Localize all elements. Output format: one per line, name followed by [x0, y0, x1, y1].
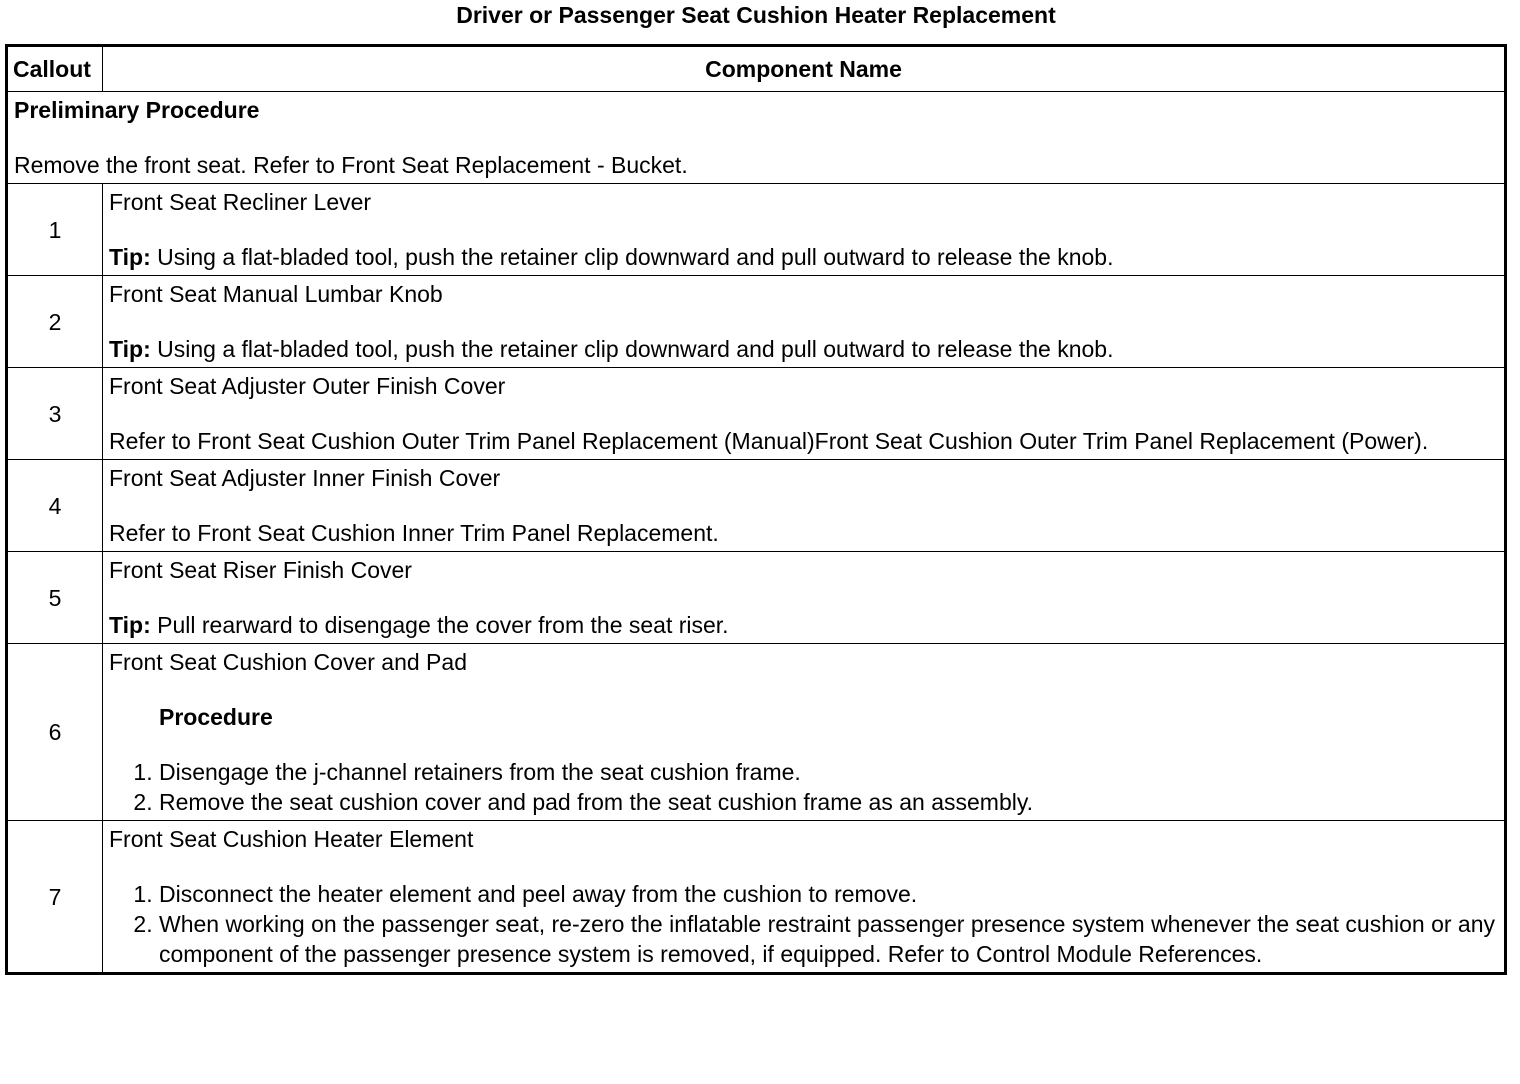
component-name: Front Seat Cushion Heater Element: [109, 826, 474, 852]
preliminary-heading: Preliminary Procedure: [14, 97, 260, 123]
reference-text: Refer to Front Seat Cushion Outer Trim Panel Replacement (Manual)Front Seat Cushion Outer Trim Panel Replacement (Power).: [109, 428, 1429, 454]
tip-text: Tip: Pull rearward to disengage the cover from the seat riser.: [109, 612, 729, 638]
callout-number: 5: [7, 552, 103, 644]
table-row: [7, 276, 1506, 368]
component-name: Front Seat Adjuster Inner Finish Cover: [109, 465, 501, 491]
callout-number: 4: [7, 460, 103, 552]
callout-number: 2: [7, 276, 103, 368]
component-column-header: Component Name: [103, 46, 1506, 92]
table-row: [7, 644, 1506, 821]
callout-number: 6: [7, 644, 103, 821]
component-name: Front Seat Recliner Lever: [109, 189, 372, 215]
preliminary-text: Remove the front seat. Refer to Front Seat Replacement - Bucket.: [14, 152, 688, 178]
tip-label: Tip:: [109, 336, 151, 362]
procedure-steps: [109, 757, 1498, 817]
table-row: [7, 460, 1506, 552]
callout-number: 3: [7, 368, 103, 460]
callout-number: 1: [7, 184, 103, 276]
procedure-step: 2. When working on the passenger seat, re-zero the inflatable restraint passenger presence system whenever the seat cushion or any component of the passenger presence system is removed, if equipped. Refer to Control Module References.: [159, 909, 1498, 969]
table-row: [7, 552, 1506, 644]
tip-label: Tip:: [109, 244, 151, 270]
component-name: Front Seat Manual Lumbar Knob: [109, 281, 443, 307]
tip-text: Tip: Using a flat-bladed tool, push the retainer clip downward and pull outward to release the knob.: [109, 244, 1114, 270]
table-row: [7, 184, 1506, 276]
procedure-steps: [109, 879, 1498, 969]
reference-text: Refer to Front Seat Cushion Inner Trim Panel Replacement.: [109, 520, 719, 546]
procedure-heading: Procedure: [159, 704, 273, 730]
component-name: Front Seat Riser Finish Cover: [109, 557, 412, 583]
component-name: Front Seat Cushion Cover and Pad: [109, 649, 467, 675]
callout-number: 7: [7, 821, 103, 974]
procedure-step: 1. Disengage the j-channel retainers from the seat cushion frame.: [159, 757, 1498, 787]
procedure-table: [5, 44, 1507, 975]
component-name: Front Seat Adjuster Outer Finish Cover: [109, 373, 506, 399]
preliminary-row: [7, 92, 1506, 184]
page-title: Driver or Passenger Seat Cushion Heater Replacement: [456, 2, 1056, 28]
tip-text: Tip: Using a flat-bladed tool, push the retainer clip downward and pull outward to release the knob.: [109, 336, 1114, 362]
table-header-row: [7, 46, 1506, 92]
table-row: [7, 821, 1506, 974]
procedure-step: 1. Disconnect the heater element and peel away from the cushion to remove.: [159, 879, 1498, 909]
tip-label: Tip:: [109, 612, 151, 638]
procedure-step: 2. Remove the seat cushion cover and pad from the seat cushion frame as an assembly.: [159, 787, 1498, 817]
callout-column-header: Callout: [7, 46, 103, 92]
table-row: [7, 368, 1506, 460]
